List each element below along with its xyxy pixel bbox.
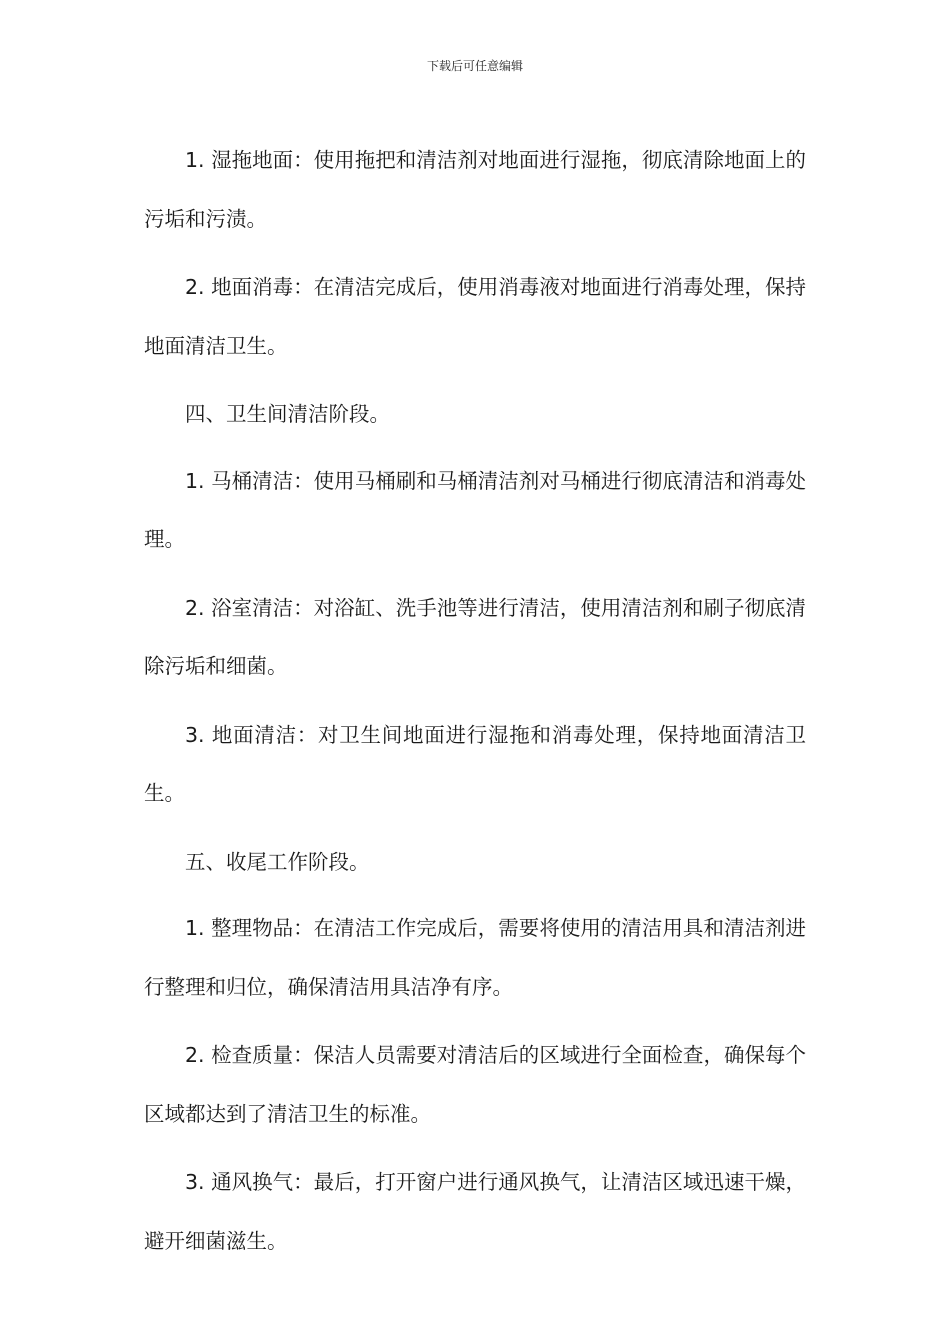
section-heading-bathroom: 四、卫生间清洁阶段。 (185, 402, 390, 426)
paragraph-wet-mop: 1. 湿拖地面：使用拖把和清洁剂对地面进行湿拖，彻底清除地面上的污垢和污渍。 (144, 148, 806, 231)
paragraph-bathroom-floor: 3. 地面清洁：对卫生间地面进行湿拖和消毒处理，保持地面清洁卫生。 (144, 722, 806, 805)
paragraph-bathroom-cleaning: 2. 浴室清洁：对浴缸、洗手池等进行清洁，使用清洁剂和刷子彻底清除污垢和细菌。 (144, 595, 806, 678)
section-heading-wrap-up: 五、收尾工作阶段。 (185, 849, 370, 874)
paragraph-floor-disinfect: 2. 地面消毒：在清洁完成后，使用消毒液对地面进行消毒处理，保持地面清洁卫生。 (144, 275, 806, 358)
paragraph-organize-items: 1. 整理物品：在清洁工作完成后，需要将使用的清洁用具和清洁剂进行整理和归位，确保清洁用具洁净有序。 (144, 916, 806, 999)
paragraph-toilet-cleaning: 1. 马桶清洁：使用马桶刷和马桶清洁剂对马桶进行彻底清洁和消毒处理。 (144, 468, 806, 551)
paragraph-ventilation: 3. 通风换气：最后，打开窗户进行通风换气，让清洁区域迅速干燥，避开细菌滋生。 (144, 1170, 806, 1253)
paragraph-quality-check: 2. 检查质量：保洁人员需要对清洁后的区域进行全面检查，确保每个区域都达到了清洁卫生的标准。 (144, 1043, 806, 1126)
document-body (144, 131, 806, 1280)
page-header: 下载后可任意编辑 (426, 59, 523, 73)
